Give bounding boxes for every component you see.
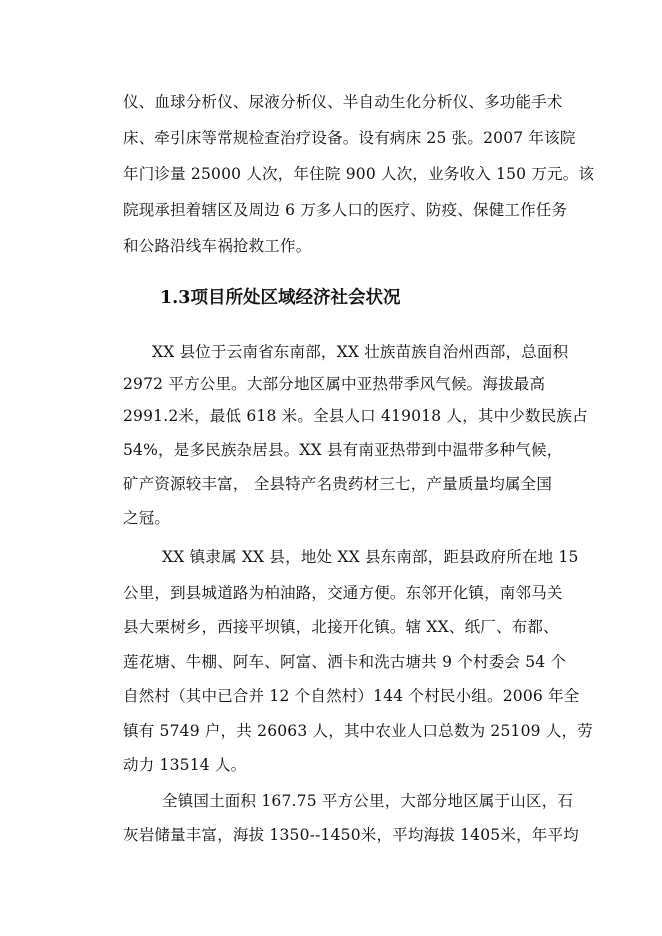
text-line: XX 镇隶属 XX 县，地处 XX 县东南部，距县政府所在地 15 — [162, 548, 579, 566]
text-line: 仪、血球分析仪、尿液分析仪、半自动生化分析仪、多功能手术 — [123, 93, 563, 111]
text-line: 54%，是多民族杂居县。XX 县有南亚热带到中温带多种气候， — [123, 441, 563, 459]
text-line: 灰岩储量丰富，海拔 1350--1450米，平均海拔 1405米，年平均 — [123, 826, 579, 844]
text-line: 自然村（其中已合并 12 个自然村）144 个村民小组。2006 年全 — [123, 687, 580, 705]
text-line: 之冠。 — [123, 509, 171, 527]
text-line: 动力 13514 人。 — [123, 756, 247, 774]
text-line: 莲花塘、牛棚、阿车、阿富、洒卡和洗古塘共 9 个村委会 54 个 — [123, 653, 567, 671]
text-line: 矿产资源较丰富， 全县特产名贵药材三七，产量质量均属全国 — [123, 475, 553, 493]
section-heading: 1.3项目所处区域经济社会状况 — [160, 288, 401, 308]
text-line: 县大栗树乡，西接平坝镇，北接开化镇。辖 XX、纸厂、布都、 — [123, 618, 559, 636]
text-line: 全镇国土面积 167.75 平方公里，大部分地区属于山区，石 — [162, 792, 574, 810]
text-line: 和公路沿线车祸抢救工作。 — [123, 237, 312, 255]
text-line: XX 县位于云南省东南部，XX 壮族苗族自治州西部，总面积 — [152, 343, 569, 361]
text-line: 年门诊量 25000 人次，年住院 900 人次，业务收入 150 万元。该 — [123, 165, 595, 183]
text-line: 床、牵引床等常规检查治疗设备。设有病床 25 张。2007 年该院 — [123, 129, 576, 147]
text-line: 2991.2米，最低 618 米。全县人口 419018 人，其中少数民族占 — [123, 407, 588, 425]
text-line: 公里，到县城道路为柏油路，交通方便。东邻开化镇，南邻马关 — [123, 584, 563, 602]
text-line: 院现承担着辖区及周边 6 万多人口的医疗、防疫、保健工作任务 — [123, 201, 568, 219]
text-line: 2972 平方公里。大部分地区属中亚热带季风气候。海拔最高 — [123, 375, 546, 393]
text-line: 镇有 5749 户，共 26063 人，其中农业人口总数为 25109 人，劳 — [123, 722, 593, 740]
